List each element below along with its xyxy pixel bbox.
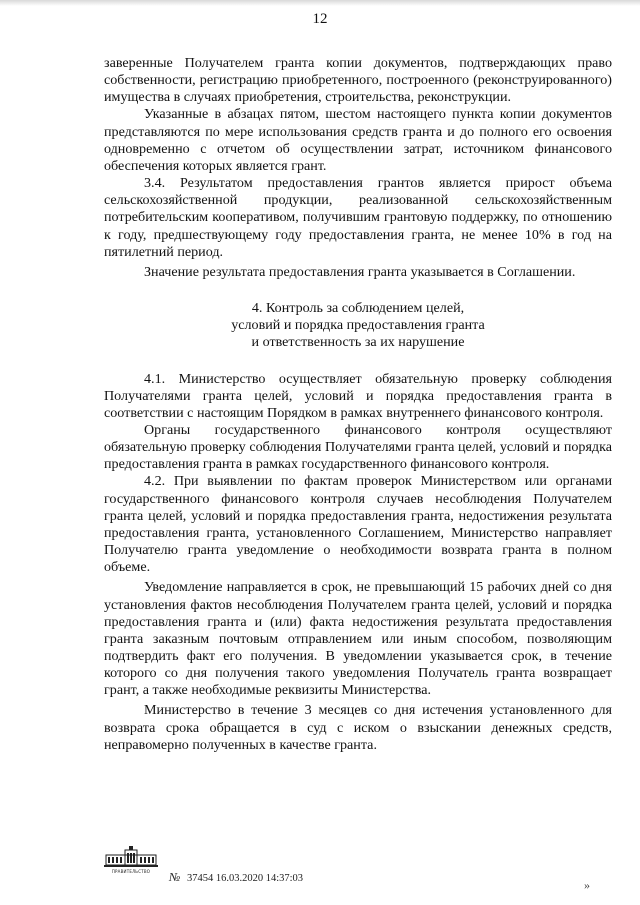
number-sign: №: [169, 870, 181, 884]
page-turn-mark: »: [584, 878, 590, 892]
section-title-line-3: и ответственность за их нарушение: [251, 334, 465, 351]
document-registration-stamp: [169, 870, 303, 885]
section-title-line-2: условий и порядка предоставления гранта: [231, 317, 485, 334]
document-body: [104, 55, 612, 754]
document-id: 37454: [186, 873, 214, 884]
scan-top-edge: [0, 0, 640, 6]
paragraph-continuation: заверенные Получателем гранта копии документов, подтверждающих право собственности, регистрацию приобретенного, построенного (реконструированного) имущества в случаях приобретения, строительства, реконструкции.: [104, 55, 612, 106]
logo-caption: ПРАВИТЕЛЬСТВО: [111, 869, 151, 874]
paragraph-4-2: 4.2. При выявлении по фактам проверок Министерством или органами государственного финансового контроля случаев несоблюдения Получателем гранта целей, условий и порядка предоставления гранта, недостижения результата предоставления гранта, установленного Соглашением, Министерство направляет Получателю гранта уведомление о необходимости возврата гранта в полном объеме.: [104, 473, 612, 576]
paragraph-court-claim: Министерство в течение 3 месяцев со дня истечения установленного для возврата срока обращается в суд с иском о взыскании денежных средств, неправомерно полученных в качестве гранта.: [104, 702, 612, 753]
building-icon: [103, 846, 159, 868]
paragraph-copies-note: Указанные в абзацах пятом, шестом настоящего пункта копии документов представляются по мере использования средств гранта и до полного его освоения одновременно с отчетом об осуществлении затрат, источником финансового обеспечения которых является грант.: [104, 106, 612, 174]
paragraph-notification: Уведомление направляется в срок, не превышающий 15 рабочих дней со дня установления фактов несоблюдения Получателем гранта целей, условий и порядка предоставления гранта и (или) факта недостижения результата предоставления гранта заказным почтовым отправлением или иным способом, позволяющим подтвердить факт его получения. В уведомлении указывается срок, в течение которого со дня получения такого уведомления Получатель гранта возвращает грант, а также необходимые реквизиты Министерства.: [104, 579, 612, 699]
paragraph-3-4: 3.4. Результатом предоставления грантов является прирост объема сельскохозяйственной продукции, реализованной сельскохозяйственным потребительским кооперативом, получившим грантовую поддержку, по отношению к году, предшествующему году предоставления гранта, не менее 10% в год на пятилетний период.: [104, 175, 612, 260]
document-date: 16.03.2020 14:37:03: [215, 873, 304, 884]
section-4-heading: [104, 300, 612, 351]
paragraph-state-control: Органы государственного финансового контроля осуществляют обязательную проверку соблюдения Получателями гранта целей, условий и порядка предоставления гранта в рамках государственного финансового контроля.: [104, 421, 612, 473]
paragraph-4-1: 4.1. Министерство осуществляет обязательную проверку соблюдения Получателями гранта целей, условий и порядка предоставления гранта в соответствии с настоящим Порядком в рамках внутреннего финансового контроля.: [104, 370, 612, 421]
page-number: 12: [312, 11, 328, 27]
section-title-line-1: 4. Контроль за соблюдением целей,: [251, 300, 465, 317]
paragraph-result-value: Значение результата предоставления гранта указывается в Соглашении.: [144, 263, 576, 280]
government-building-logo: [103, 846, 159, 874]
